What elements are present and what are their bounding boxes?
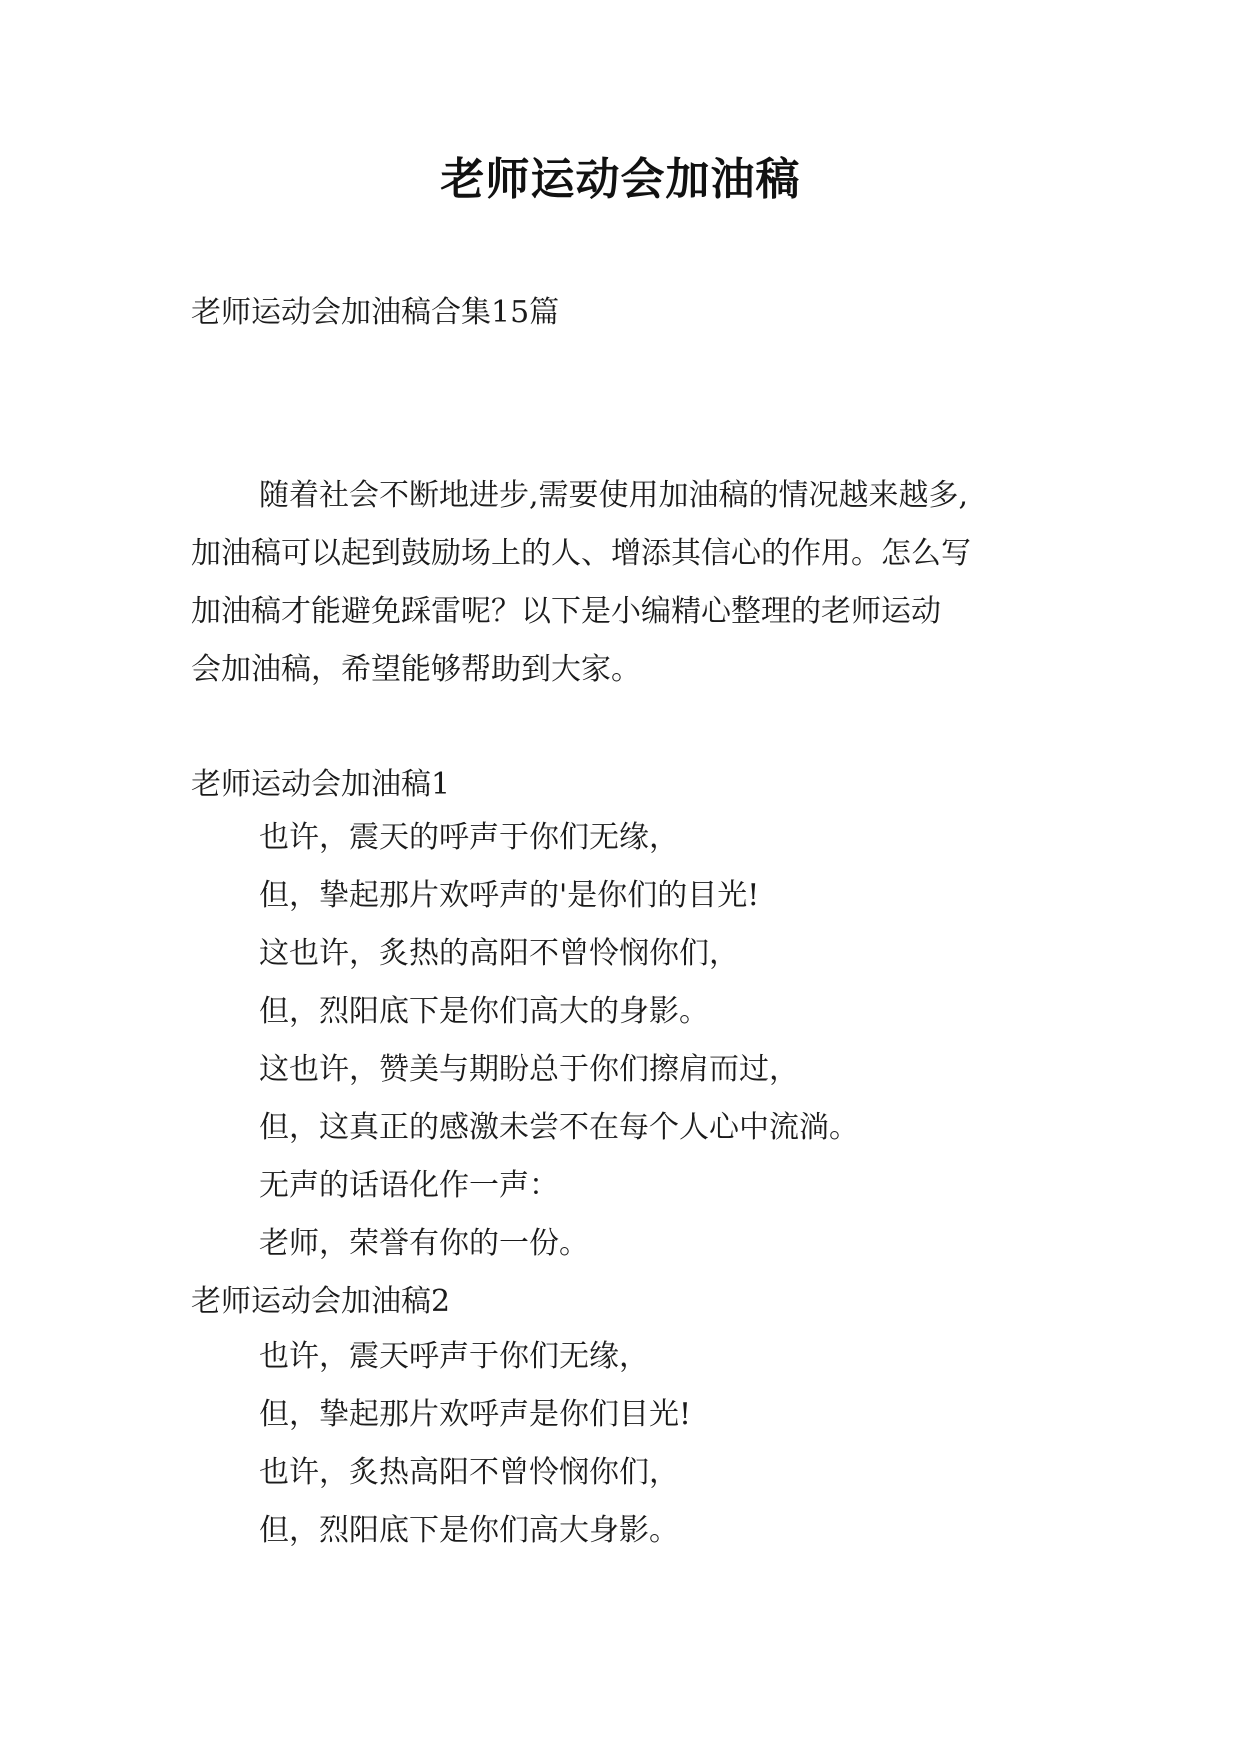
verse-line: 也许，震天的呼声于你们无缘，: [259, 820, 679, 855]
verse-list: [191, 809, 1061, 1273]
verse-line: 这也许，赞美与期盼总于你们擦肩而过，: [259, 1052, 799, 1087]
verse-line: 但，烈阳底下是你们高大的身影。: [259, 994, 709, 1029]
intro-line: 随着社会不断地进步,需要使用加油稿的情况越来越多,: [259, 478, 969, 513]
document-title: 老师运动会加油稿: [440, 154, 801, 205]
verse-line: 这也许，炙热的高阳不曾怜悯你们，: [259, 936, 739, 971]
verse-line: 也许，炙热高阳不曾怜悯你们，: [259, 1455, 679, 1490]
intro-line: 加油稿才能避免踩雷呢？以下是小编精心整理的老师运动: [191, 594, 941, 629]
intro-line: 加油稿可以起到鼓励场上的人、增添其信心的作用。怎么写: [191, 536, 971, 571]
intro-line: 会加油稿，希望能够帮助到大家。: [191, 652, 641, 687]
speech-section-1: [191, 765, 1061, 1273]
verse-line: 无声的话语化作一声：: [259, 1168, 559, 1203]
verse-line: 但，挚起那片欢呼声是你们目光!: [259, 1397, 692, 1432]
verse-line: 但，烈阳底下是你们高大身影。: [259, 1513, 679, 1548]
verse-list: [191, 1328, 1061, 1560]
speech-section-2: [191, 1282, 1061, 1560]
document-subtitle: 老师运动会加油稿合集15篇: [191, 295, 560, 330]
verse-line: 但，挚起那片欢呼声的'是你们的目光!: [259, 878, 760, 913]
section-title: 老师运动会加油稿1: [191, 767, 451, 802]
verse-line: 老师，荣誉有你的一份。: [259, 1226, 589, 1261]
intro-paragraph: [191, 467, 1061, 699]
section-title: 老师运动会加油稿2: [191, 1284, 451, 1319]
verse-line: 但，这真正的感激未尝不在每个人心中流淌。: [259, 1110, 859, 1145]
verse-line: 也许，震天呼声于你们无缘，: [259, 1339, 649, 1374]
